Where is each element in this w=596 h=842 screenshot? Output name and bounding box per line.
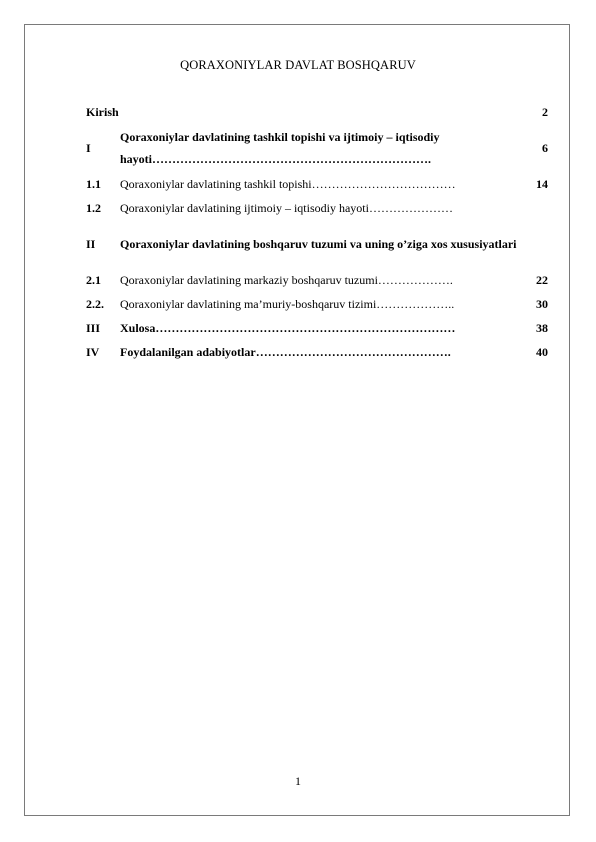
toc-label-chapter-1: Qoraxoniylar davlatining tashkil topishi va ijtimoiy – iqtisodiy hayoti…………………………………………………………….: [120, 130, 440, 166]
toc-page-kirish: 2: [542, 105, 548, 119]
toc-label-kirish: Kirish: [86, 105, 119, 119]
toc-row-chapter-1: [86, 124, 548, 172]
toc-number-chapter-2: II: [86, 237, 96, 251]
toc-label-chapter-2: Qoraxoniylar davlatining boshqaruv tuzumi va uning o’ziga xos xususiyatlari: [120, 237, 517, 251]
toc-number-1-1: 1.1: [86, 177, 101, 191]
toc-number-chapter-1: I: [86, 141, 91, 155]
toc-number-2-2: 2.2.: [86, 297, 104, 311]
toc-row-chapter-2: [86, 220, 548, 268]
toc-page-2-1: 22: [536, 273, 548, 287]
toc-label-2-1: Qoraxoniylar davlatining markaziy boshqaruv tuzumi……………….: [120, 273, 453, 287]
toc-row-chapter-3: [86, 316, 548, 340]
document-title: QORAXONIYLAR DAVLAT BOSHQARUV: [180, 58, 416, 72]
toc-row-chapter-4: [86, 340, 548, 364]
toc-label-1-2: Qoraxoniylar davlatining ijtimoiy – iqtisodiy hayoti…………………: [120, 201, 453, 215]
toc-row-1-2: [86, 196, 548, 220]
toc-row-2-2: [86, 292, 548, 316]
toc-page-chapter-1: 6: [542, 141, 548, 155]
toc-number-chapter-4: IV: [86, 345, 100, 359]
toc-number-1-2: 1.2: [86, 201, 101, 215]
toc-label-chapter-4: Foydalanilgan adabiyotlar………………………………………….: [120, 345, 451, 359]
table-of-contents: [86, 100, 548, 364]
toc-label-1-1: Qoraxoniylar davlatining tashkil topishi………………………………: [120, 177, 456, 191]
toc-number-chapter-3: III: [86, 321, 101, 335]
toc-label-2-2: Qoraxoniylar davlatining ma’muriy-boshqaruv tizimi………………..: [120, 297, 455, 311]
toc-row-kirish: [86, 100, 548, 124]
toc-page-1-1: 14: [536, 177, 548, 191]
toc-row-1-1: [86, 172, 548, 196]
toc-page-2-2: 30: [536, 297, 548, 311]
toc-label-chapter-3: Xulosa…………………………………………………………………: [120, 321, 456, 335]
toc-page-chapter-4: 40: [536, 345, 548, 359]
toc-row-2-1: [86, 268, 548, 292]
page-number: 1: [295, 774, 301, 788]
toc-number-2-1: 2.1: [86, 273, 101, 287]
toc-page-chapter-3: 38: [536, 321, 548, 335]
